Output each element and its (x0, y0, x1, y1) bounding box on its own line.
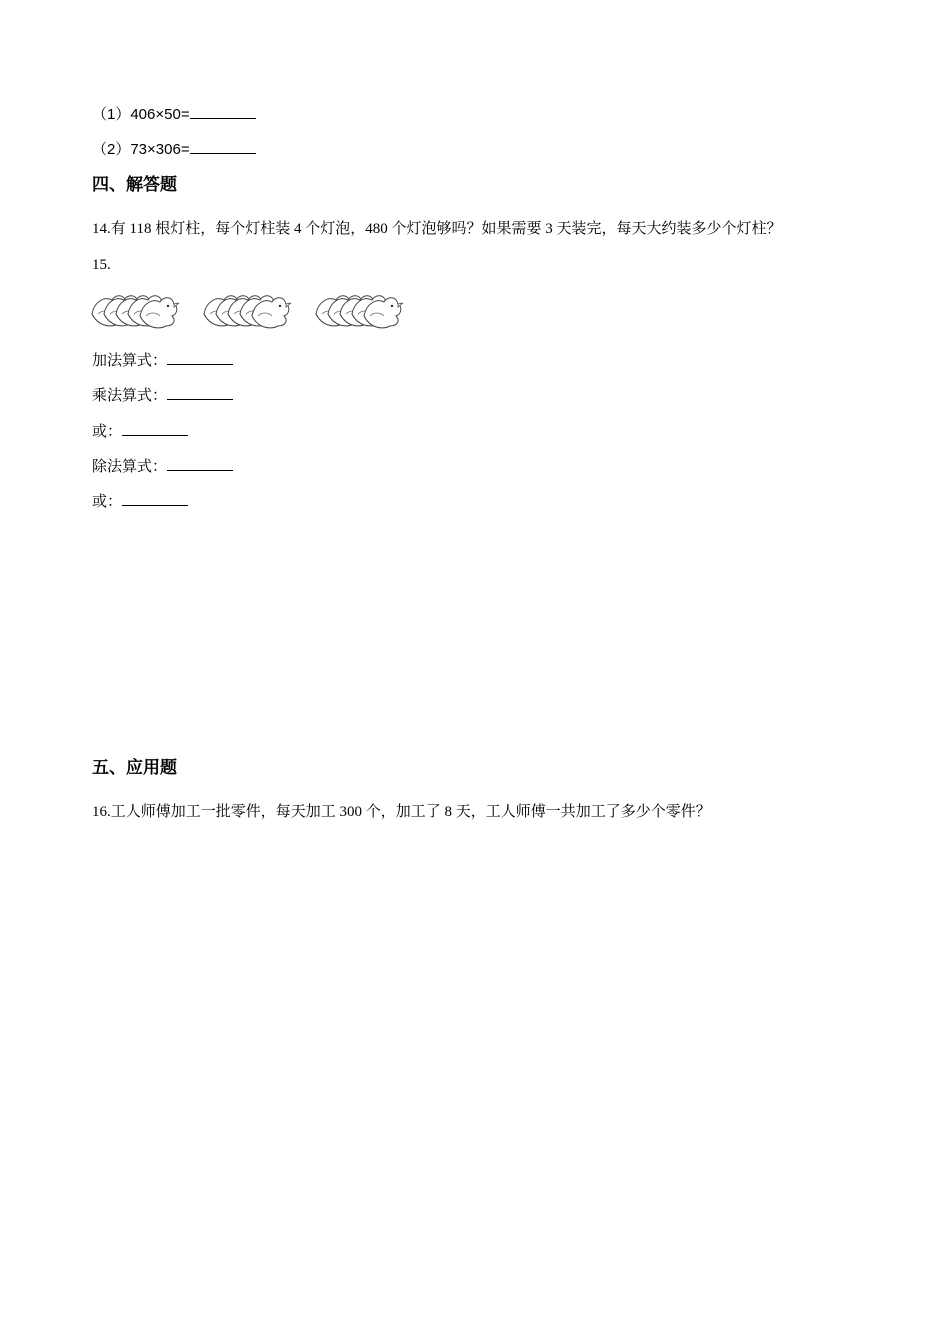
bird-group-2 (204, 296, 291, 328)
calc-question-1-text: （1）406×50= (92, 106, 190, 123)
multiplication-field (92, 385, 233, 406)
or-label: 或： (92, 494, 123, 510)
addition-field (92, 350, 233, 371)
multiplication-label: 乘法算式： (92, 388, 168, 404)
or-field-2 (92, 491, 188, 512)
or-label: 或： (92, 424, 123, 440)
answer-blank[interactable] (167, 350, 233, 365)
question-15-number: 15. (92, 257, 111, 273)
section-4-title: 四、解答题 (92, 175, 177, 195)
division-field (92, 456, 233, 477)
calc-question-2-text: （2）73×306= (92, 141, 190, 158)
bird-group-1 (92, 296, 179, 328)
answer-blank[interactable] (190, 139, 256, 154)
bird-group-3 (316, 296, 403, 328)
answer-blank[interactable] (167, 385, 233, 400)
addition-label: 加法算式： (92, 353, 168, 369)
answer-blank[interactable] (122, 421, 188, 436)
answer-blank[interactable] (167, 456, 233, 471)
answer-blank[interactable] (122, 491, 188, 506)
question-14: 14.有 118 根灯柱，每个灯柱装 4 个灯泡，480 个灯泡够吗？如果需要 3 天装完，每天大约装多少个灯柱？ (92, 221, 782, 237)
division-label: 除法算式： (92, 459, 168, 475)
or-field-1 (92, 421, 188, 442)
birds-illustration (90, 284, 420, 332)
calc-question-1 (92, 104, 256, 125)
calc-question-2 (92, 139, 256, 160)
section-5-title: 五、应用题 (92, 758, 177, 778)
answer-blank[interactable] (190, 104, 256, 119)
question-16: 16.工人师傅加工一批零件，每天加工 300 个，加工了 8 天，工人师傅一共加工了多少个零件？ (92, 804, 711, 820)
